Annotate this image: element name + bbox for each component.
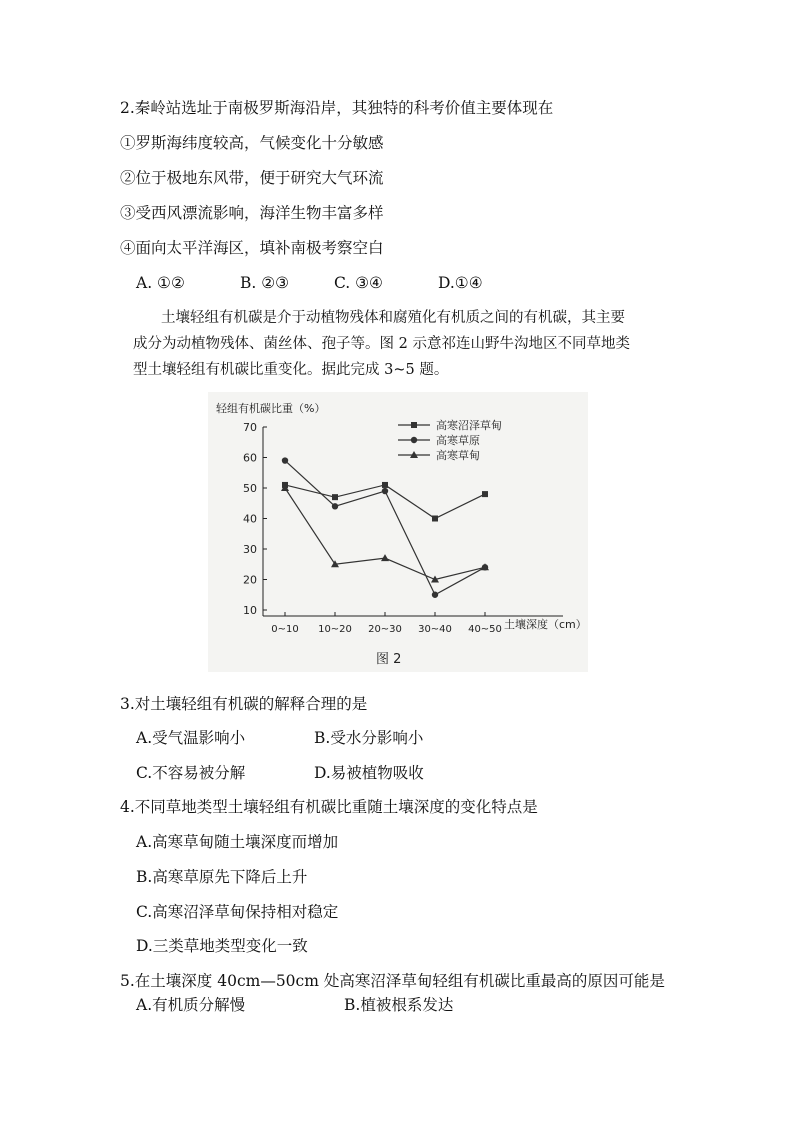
q2-stem: 2.秦岭站选址于南极罗斯海沿岸，其独特的科考价值主要体现在 — [120, 99, 554, 117]
q3-option-a: A.受气温影响小 — [136, 729, 246, 747]
q2-option-a: A. ①② — [136, 274, 185, 292]
legend-marker-1 — [411, 437, 417, 443]
series-0-point-4 — [482, 491, 488, 497]
passage-line-1: 土壤轻组有机碳是介于动植物残体和腐殖化有机质之间的有机碳，其主要 — [161, 310, 625, 326]
series-1-point-1 — [332, 503, 338, 509]
q2-item-1: ①罗斯海纬度较高，气候变化十分敏感 — [120, 134, 384, 152]
legend-marker-0 — [411, 422, 417, 428]
y-axis-title: 轻组有机碳比重（%） — [216, 402, 326, 415]
x-tick-label-3: 30~40 — [418, 624, 452, 635]
legend-label-1: 高寒草原 — [436, 434, 480, 447]
series-0-point-3 — [432, 516, 438, 522]
passage — [133, 305, 673, 383]
x-axis-title: 土壤深度（cm） — [504, 618, 587, 631]
x-tick-label-4: 40~50 — [468, 624, 502, 635]
y-tick-label-30: 30 — [243, 543, 257, 556]
x-tick-label-1: 10~20 — [318, 624, 352, 635]
y-tick-label-10: 10 — [243, 604, 257, 617]
x-tick-label-0: 0~10 — [271, 624, 299, 635]
q4-option-c: C.高寒沼泽草甸保持相对稳定 — [136, 903, 339, 921]
q2-item-4: ④面向太平洋海区，填补南极考察空白 — [120, 239, 384, 257]
y-tick-label-70: 70 — [243, 421, 257, 434]
figure-2 — [208, 392, 588, 672]
legend-label-2: 高寒草甸 — [436, 449, 480, 462]
q3-stem: 3.对土壤轻组有机碳的解释合理的是 — [120, 695, 368, 713]
q2-item-2: ②位于极地东风带，便于研究大气环流 — [120, 169, 384, 187]
passage-line-3: 型土壤轻组有机碳比重变化。据此完成 3~5 题。 — [133, 362, 449, 378]
q2-item-3: ③受西风漂流影响，海洋生物丰富多样 — [120, 204, 384, 222]
q5-option-b: B.植被根系发达 — [344, 996, 454, 1014]
q5-option-a: A.有机质分解慢 — [136, 996, 246, 1014]
y-tick-label-60: 60 — [243, 451, 257, 465]
series-0-point-2 — [382, 482, 388, 488]
y-tick-label-50: 50 — [243, 482, 257, 495]
soil-carbon-chart — [208, 392, 588, 672]
passage-line-2: 成分为动植物残体、菌丝体、孢子等。图 2 示意祁连山野牛沟地区不同草地类 — [133, 336, 630, 352]
figure-caption: 图 2 — [376, 652, 402, 667]
series-1-point-0 — [282, 457, 288, 463]
series-0-point-1 — [332, 494, 338, 500]
q4-option-d: D.三类草地类型变化一致 — [136, 937, 308, 955]
series-1-point-2 — [382, 488, 388, 494]
q5-stem: 5.在土壤深度 40cm—50cm 处高寒沼泽草甸轻组有机碳比重最高的原因可能是 — [120, 972, 665, 990]
q4-option-a: A.高寒草甸随土壤深度而增加 — [136, 833, 339, 851]
q2-option-b: B. ②③ — [240, 274, 290, 292]
q3-option-b: B.受水分影响小 — [314, 729, 424, 747]
q2-option-d: D.①④ — [438, 274, 483, 292]
legend-label-0: 高寒沼泽草甸 — [436, 419, 502, 432]
series-1-point-3 — [432, 592, 438, 598]
q4-option-b: B.高寒草原先下降后上升 — [136, 868, 308, 886]
x-tick-label-2: 20~30 — [368, 624, 402, 635]
y-tick-label-20: 20 — [243, 573, 257, 587]
q3-option-c: C.不容易被分解 — [136, 764, 246, 782]
q3-option-d: D.易被植物吸收 — [314, 764, 424, 782]
y-tick-label-40: 40 — [243, 512, 257, 526]
q4-stem: 4.不同草地类型土壤轻组有机碳比重随土壤深度的变化特点是 — [120, 798, 538, 816]
q2-option-c: C. ③④ — [334, 274, 383, 292]
